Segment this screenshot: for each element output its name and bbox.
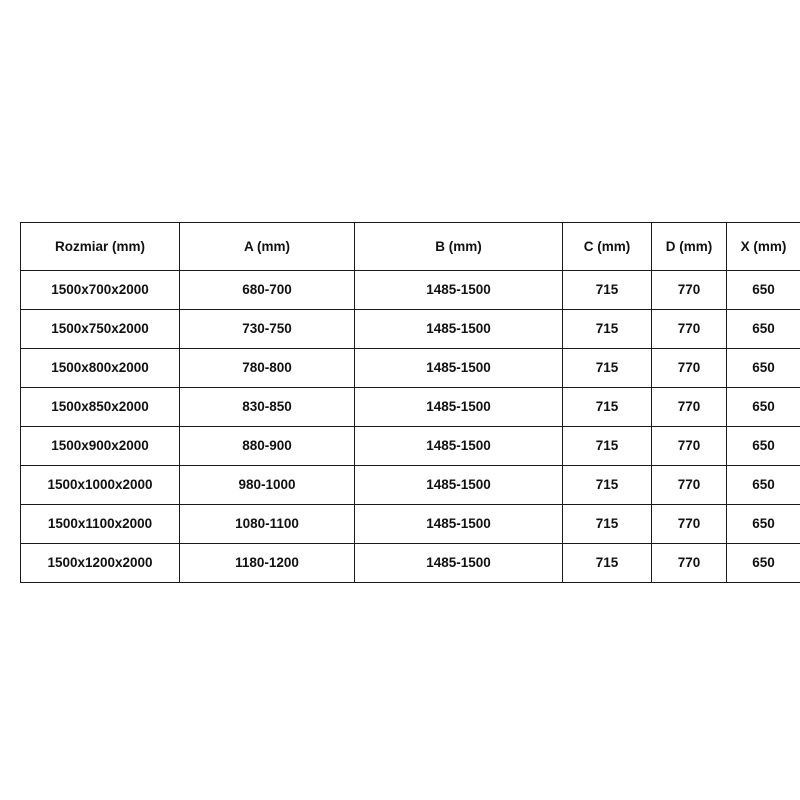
size-specification-table [20,222,800,583]
cell-rozmiar: 1500x850x2000 [21,388,180,427]
cell-x: 650 [727,271,800,310]
cell-b: 1485-1500 [355,505,563,544]
cell-d: 770 [652,544,727,583]
cell-x: 650 [727,505,800,544]
column-header-a: A (mm) [180,223,355,271]
cell-c: 715 [563,310,652,349]
cell-c: 715 [563,271,652,310]
cell-b: 1485-1500 [355,310,563,349]
cell-a: 1180-1200 [180,544,355,583]
cell-a: 830-850 [180,388,355,427]
cell-a: 980-1000 [180,466,355,505]
cell-rozmiar: 1500x700x2000 [21,271,180,310]
cell-x: 650 [727,310,800,349]
cell-x: 650 [727,388,800,427]
cell-b: 1485-1500 [355,466,563,505]
cell-a: 730-750 [180,310,355,349]
column-header-c: C (mm) [563,223,652,271]
table-row [21,310,800,349]
table-row [21,505,800,544]
cell-x: 650 [727,544,800,583]
cell-c: 715 [563,505,652,544]
cell-d: 770 [652,388,727,427]
cell-x: 650 [727,466,800,505]
table-header [21,223,800,271]
cell-x: 650 [727,427,800,466]
column-header-d: D (mm) [652,223,727,271]
table-row [21,388,800,427]
cell-rozmiar: 1500x1200x2000 [21,544,180,583]
cell-rozmiar: 1500x1000x2000 [21,466,180,505]
cell-x: 650 [727,349,800,388]
cell-d: 770 [652,271,727,310]
cell-a: 780-800 [180,349,355,388]
cell-d: 770 [652,505,727,544]
table-row [21,349,800,388]
cell-b: 1485-1500 [355,388,563,427]
cell-b: 1485-1500 [355,427,563,466]
cell-d: 770 [652,466,727,505]
cell-b: 1485-1500 [355,544,563,583]
cell-d: 770 [652,310,727,349]
column-header-rozmiar: Rozmiar (mm) [21,223,180,271]
spec-table-container [20,222,787,583]
cell-c: 715 [563,349,652,388]
table-row [21,544,800,583]
cell-a: 880-900 [180,427,355,466]
column-header-b: B (mm) [355,223,563,271]
table-row [21,466,800,505]
column-header-x: X (mm) [727,223,800,271]
cell-c: 715 [563,427,652,466]
cell-c: 715 [563,544,652,583]
cell-d: 770 [652,427,727,466]
cell-a: 680-700 [180,271,355,310]
cell-c: 715 [563,466,652,505]
table-row [21,271,800,310]
cell-rozmiar: 1500x1100x2000 [21,505,180,544]
table-body [21,271,800,583]
cell-rozmiar: 1500x750x2000 [21,310,180,349]
cell-rozmiar: 1500x900x2000 [21,427,180,466]
cell-c: 715 [563,388,652,427]
cell-a: 1080-1100 [180,505,355,544]
cell-d: 770 [652,349,727,388]
table-row [21,427,800,466]
table-header-row [21,223,800,271]
cell-b: 1485-1500 [355,349,563,388]
cell-rozmiar: 1500x800x2000 [21,349,180,388]
cell-b: 1485-1500 [355,271,563,310]
